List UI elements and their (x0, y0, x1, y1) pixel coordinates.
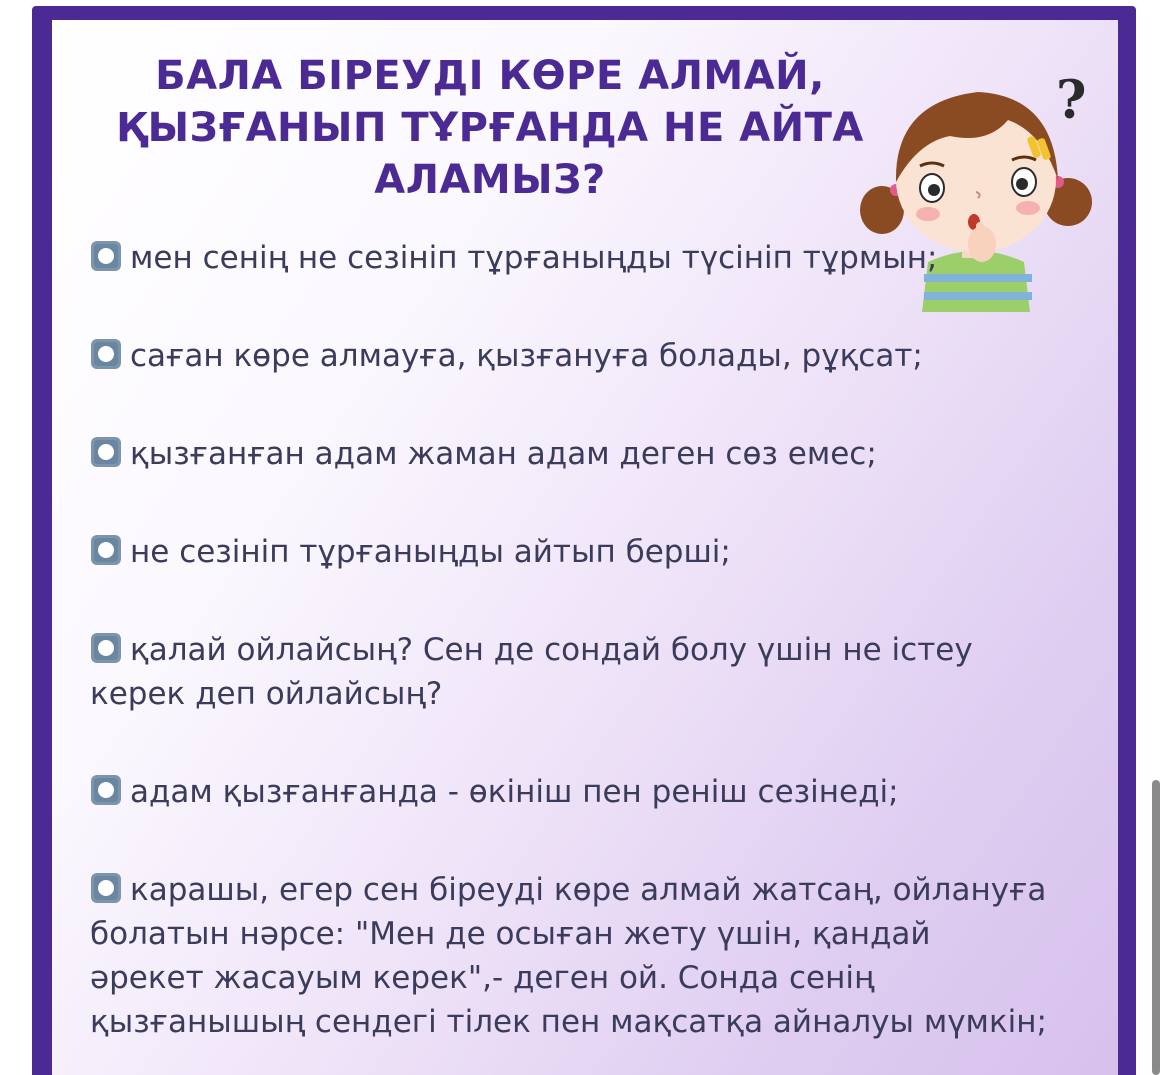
list-item-text: адам қызғанғанда - өкініш пен реніш сезінеді; (130, 774, 899, 810)
question-mark: ? (1056, 70, 1087, 131)
button-square-icon (90, 436, 122, 468)
card-title (70, 50, 910, 206)
list-item-text: қызғанған адам жаман адам деген сөз емес; (130, 436, 877, 472)
button-square-icon (90, 872, 122, 904)
button-square-icon (90, 774, 122, 806)
list-item (90, 334, 1050, 378)
list-item-text: саған көре алмауға, қызғануға болады, рұқсат; (130, 338, 923, 374)
list-item (90, 432, 1050, 476)
list-item (90, 770, 1050, 814)
button-square-icon (90, 338, 122, 370)
title-line-3: АЛАМЫЗ? (374, 157, 606, 203)
list-item-text: не сезініп тұрғаныңды айтып берші; (130, 534, 731, 570)
title-line-1: БАЛА БІРЕУДІ КӨРЕ АЛМАЙ, (155, 53, 825, 99)
list-item-text: карашы, егер сен біреуді көре алмай жатсаң, ойлануға болатын нәрсе: "Мен де осыған жету үшін, қандай әрекет жасауым керек",- деген ой. Сонда сенің қызғанышың сендегі тілек пен мақсатқа айналуы мүмкін; (90, 872, 1047, 1040)
list-item-text: қалай ойлайсың? Сен де сондай болу үшін не істеу керек деп ойлайсың? (90, 632, 973, 712)
advice-list (90, 236, 1050, 1044)
list-item (90, 236, 1050, 280)
button-square-icon (90, 240, 122, 272)
list-item-text: мен сенің не сезініп тұрғаныңды түсініп тұрмын; (130, 240, 938, 276)
scrollbar[interactable] (1152, 780, 1160, 1075)
button-square-icon (90, 534, 122, 566)
button-square-icon (90, 632, 122, 664)
list-item (90, 530, 1050, 574)
title-line-2: ҚЫЗҒАНЫП ТҰРҒАНДА НЕ АЙТА (116, 105, 864, 151)
list-item (90, 868, 1050, 1044)
list-item (90, 628, 1050, 716)
